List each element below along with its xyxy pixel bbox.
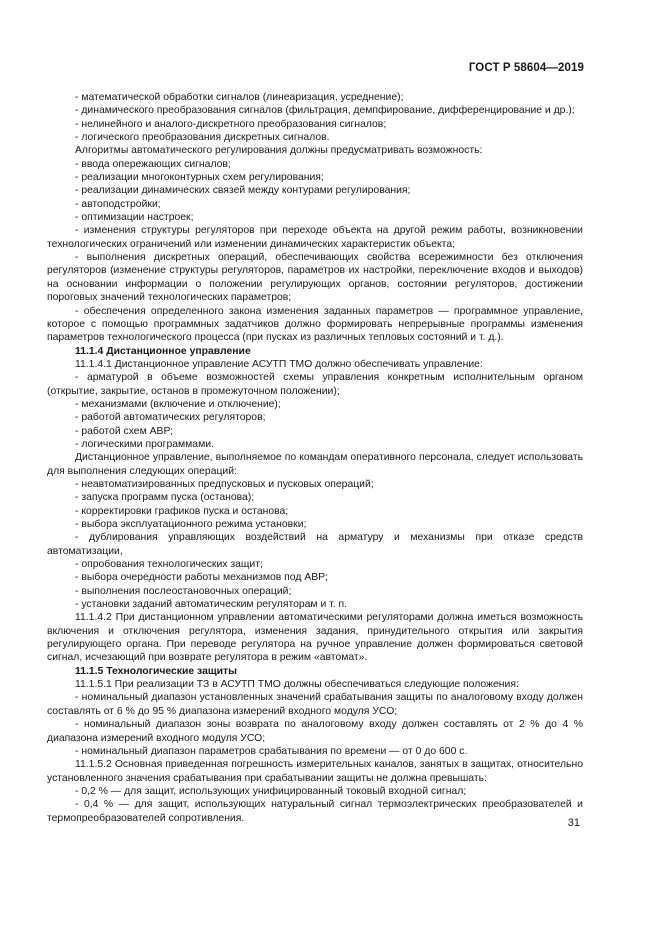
list-item: - математической обработки сигналов (линеаризация, усреднение); xyxy=(75,92,404,103)
list-item: - установки заданий автоматическим регуляторам и т. п. xyxy=(75,599,348,611)
list-item: - обеспечения определенного закона изменения заданных параметров — программное управление, которое с помощью программных задатчиков должно формировать непрерывные программы изменения параметров технологического процесса (при пусках из различных тепловых состояний и т. д.). xyxy=(47,305,583,344)
list-item: - реализации многоконтурных схем регулирования; xyxy=(75,172,324,184)
list-item: - номинальный диапазон зоны возврата по аналоговому входу должен составлять от 2 % до 4 % диапазона измерений входного модуля УСО; xyxy=(47,719,583,744)
list-item: - опробования технологических защит; xyxy=(75,559,263,571)
page-number: 31 xyxy=(567,817,580,829)
list-item: - механизмами (включение и отключение); xyxy=(75,398,281,410)
list-item: - 0,2 % — для защит, использующих унифицированный токовый входной сигнал; xyxy=(75,785,467,797)
list-item: - выполнения послеостановочных операций; xyxy=(75,585,292,597)
list-item: - работой схем АВР; xyxy=(75,425,174,437)
paragraph: Дистанционное управление, выполняемое по командам оперативного персонала, следует использовать для выполнения следующих операций: xyxy=(47,452,583,477)
list-item: - номинальный диапазон параметров срабатывания по времени — от 0 до 600 с. xyxy=(75,745,468,757)
section-heading: 11.1.4 Дистанционное управление xyxy=(75,345,251,357)
list-item: - корректировки графиков пуска и останова; xyxy=(75,505,289,517)
list-item: - оптимизации настроек; xyxy=(75,212,194,224)
paragraph: 11.1.5.1 При реализации ТЗ в АСУТП ТМО должны обеспечиваться следующие положения: xyxy=(75,679,519,691)
paragraph: Алгоритмы автоматического регулирования должны предусматривать возможность: xyxy=(75,145,483,157)
list-item: - работой автоматических регуляторов; xyxy=(75,412,266,424)
list-item: - реализации динамических связей между контурами регулирования; xyxy=(75,185,411,197)
list-item: - выбора эксплуатационного режима установки; xyxy=(75,519,307,530)
list-item: - логического преобразования дискретных сигналов. xyxy=(75,132,330,144)
list-item: - изменения структуры регуляторов при переходе объекта на другой режим работы, возникновении технологических ограничений или изменении динамических характеристик объекта; xyxy=(47,225,583,250)
list-item: - автоподстройки; xyxy=(75,198,161,210)
list-item: - 0,4 % — для защит, использующих натуральный сигнал термоэлектрических преобразователей и термопреобразователей сопротивления. xyxy=(47,799,583,824)
list-item: - дублирования управляющих воздействий на арматуру и механизмы при отказе средств автоматизации, xyxy=(47,532,583,557)
section-heading: 11.1.5 Технологические защиты xyxy=(75,665,237,677)
list-item: - нелинейного и аналого-дискретного преобразования сигналов; xyxy=(75,118,387,130)
list-item: - ввода опережающих сигналов; xyxy=(75,158,231,170)
paragraph: 11.1.5.2 Основная приведенная погрешность измерительных каналов, занятых в защитах, относительно установленного значения срабатывания при срабатывании защиты не должна превышать: xyxy=(47,759,583,784)
document-body xyxy=(47,91,583,825)
list-item: - выбора очередности работы механизмов под АВР; xyxy=(75,572,328,584)
list-item: - динамического преобразования сигналов (фильтрация, демпфирование, дифференцирование и др.); xyxy=(75,105,575,117)
list-item: - запуска программ пуска (останова); xyxy=(75,492,255,504)
list-item: - арматурой в объеме возможностей схемы управления конкретным исполнительным органом (открытие, закрытие, останов в промежуточном положении); xyxy=(47,372,583,397)
list-item: - выполнения дискретных операций, обеспечивающих свойства всережимности без отключения регуляторов (изменение структуры регуляторов, параметров их настройки, переключение входов и выходов) на основании информации о положении регулирующих органов, состоянии регуляторов, достижении пороговых значений технологических параметров; xyxy=(47,252,583,304)
list-item: - номинальный диапазон установленных значений срабатывания защиты по аналоговому входу должен составлять от 6 % до 95 % диапазона измерений входного модуля УСО; xyxy=(47,692,583,717)
standard-header: ГОСТ Р 58604—2019 xyxy=(468,62,584,74)
list-item: - неавтоматизированных предпусковых и пусковых операций; xyxy=(75,478,374,490)
list-item: - логическими программами. xyxy=(75,438,214,450)
paragraph: 11.1.4.1 Дистанционное управление АСУТП ТМО должно обеспечивать управление: xyxy=(75,358,483,370)
paragraph: 11.1.4.2 При дистанционном управлении автоматическими регуляторами должна иметься возможность включения и отключения регулятора, изменения задания, принудительного открытия или закрытия регулирующего органа. При переводе регулятора на ручное управление должен формироваться световой сигнал, исчезающий при возврате регулятора в режим «автомат». xyxy=(47,612,583,664)
